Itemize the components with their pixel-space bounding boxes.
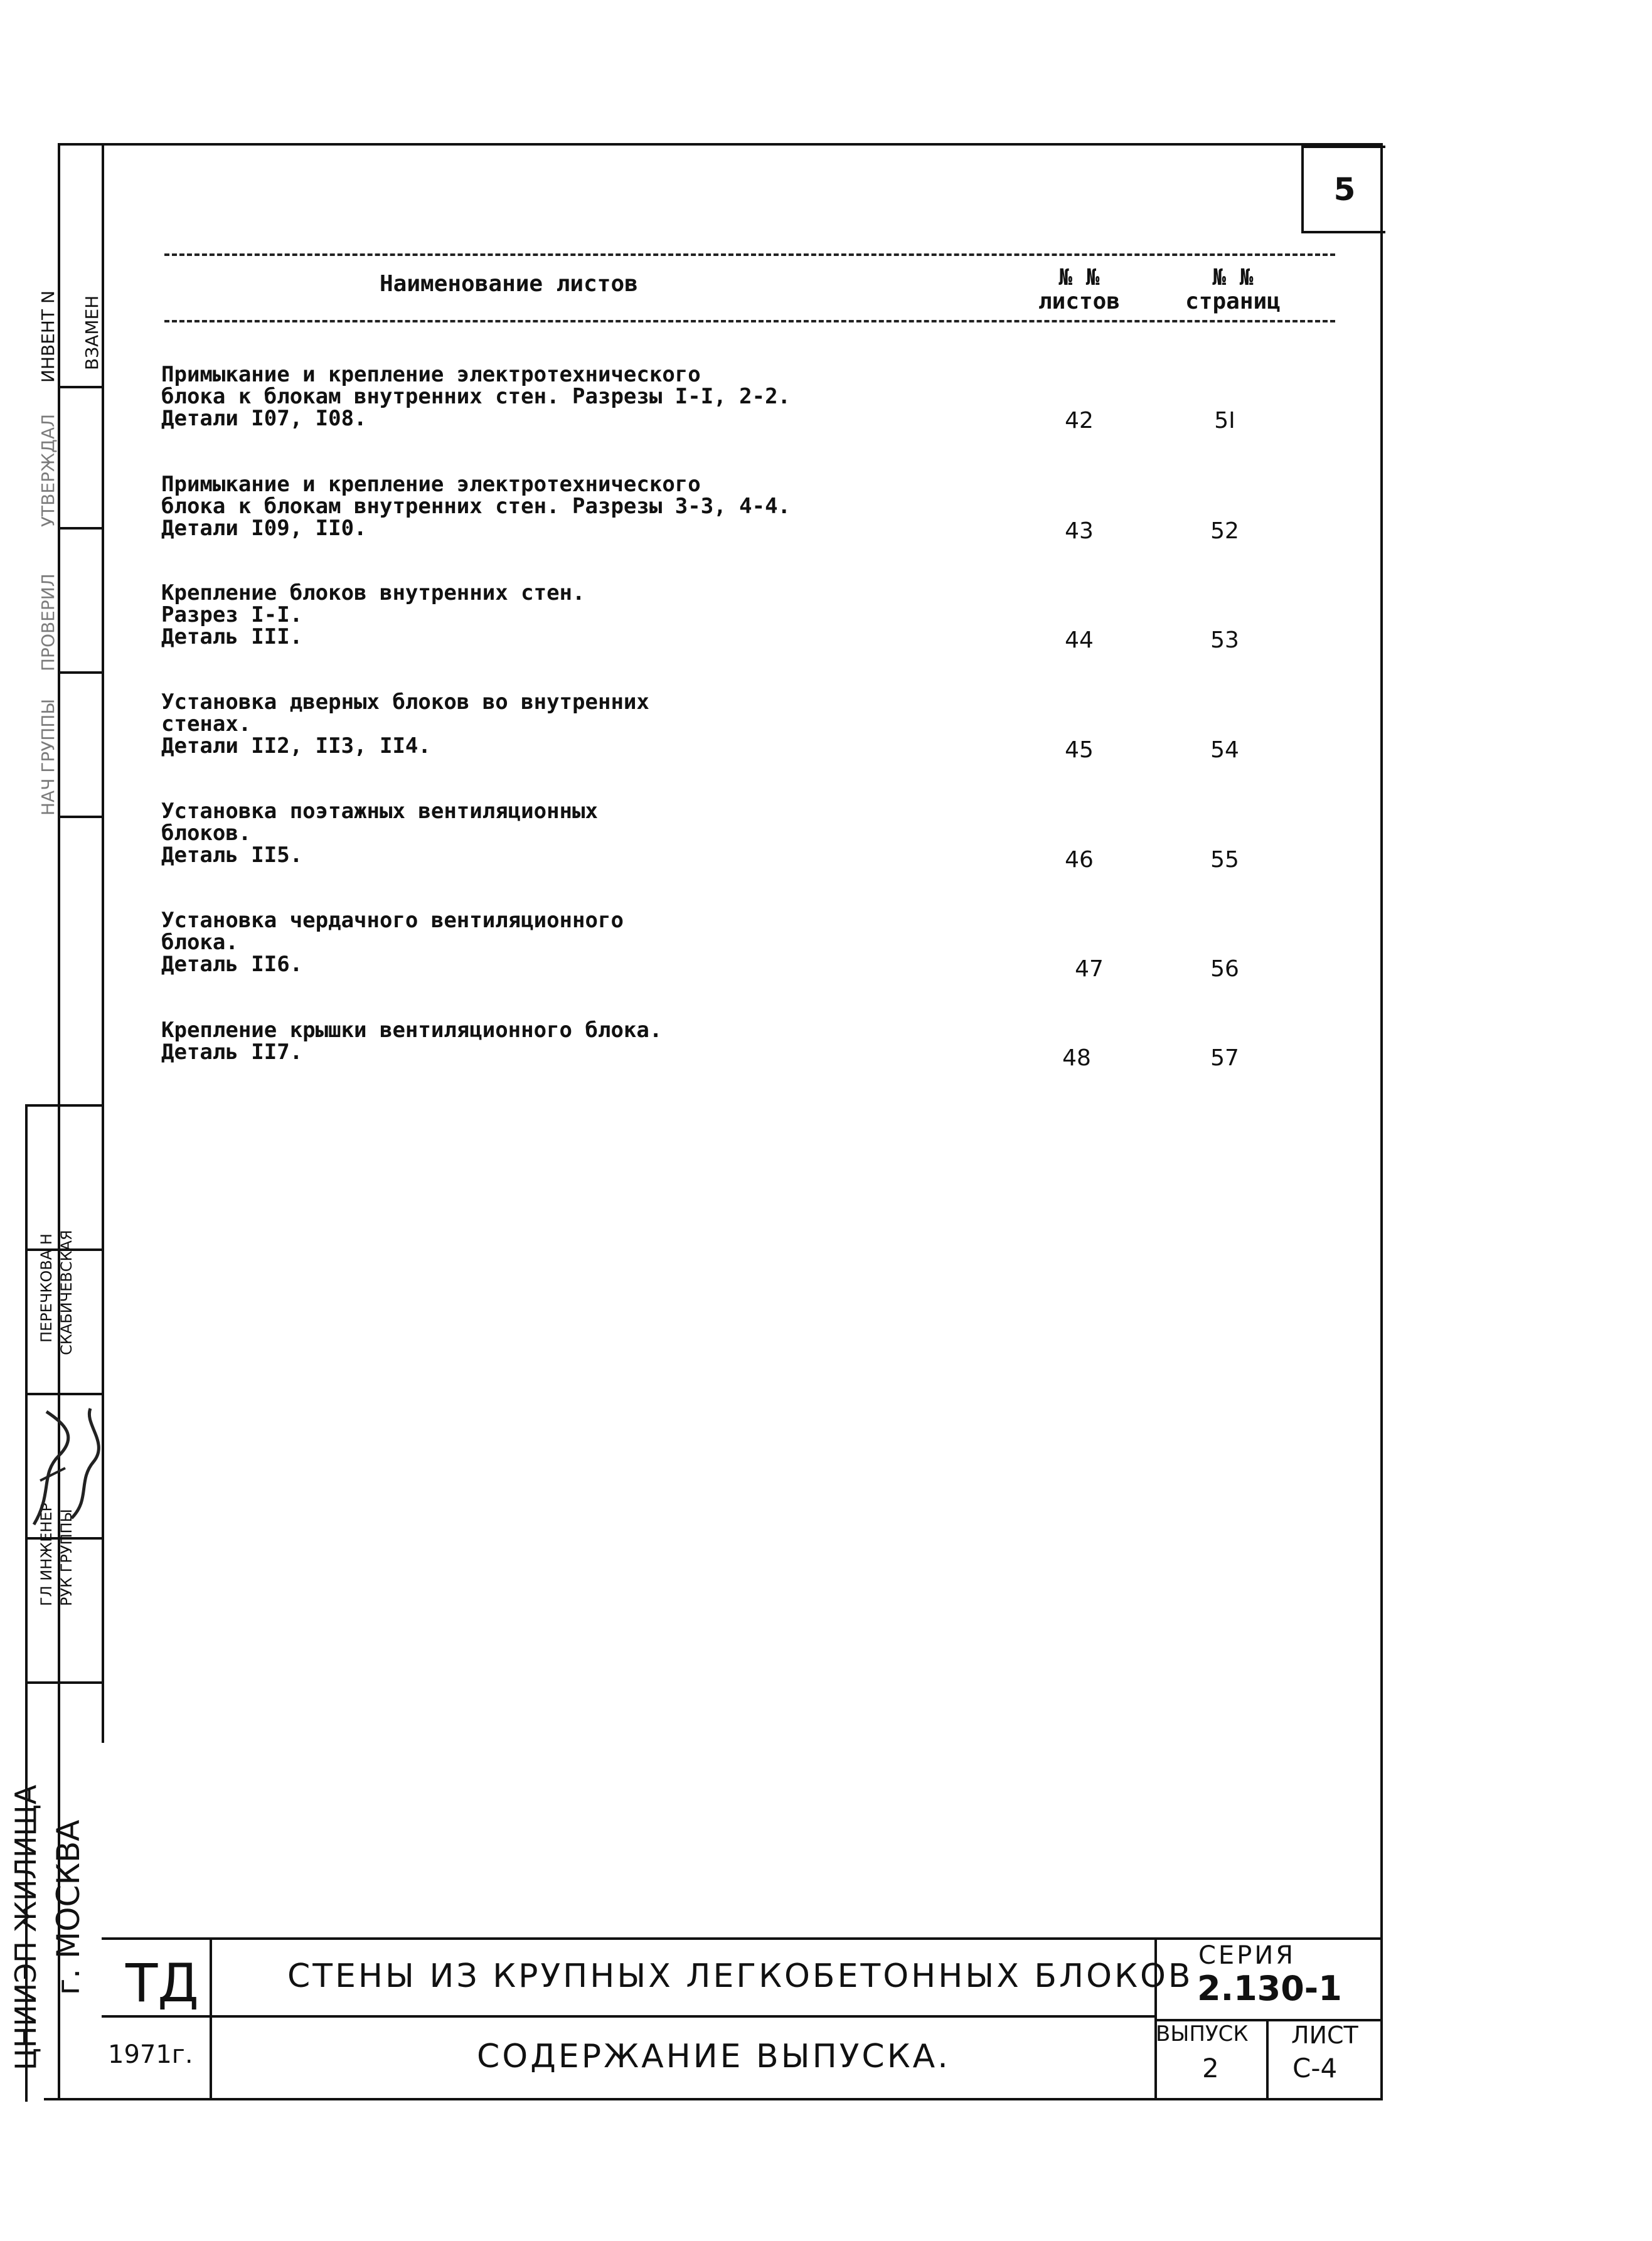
stamp-chief: ГЛ ИНЖЕНЕР <box>38 1502 55 1606</box>
issue-value: 2 <box>1202 2053 1219 2084</box>
entry-sheet: 45 <box>1065 737 1094 763</box>
title-block-year: 1971г. <box>108 2040 193 2069</box>
title-block-subject: СТЕНЫ ИЗ КРУПНЫХ ЛЕГКОБЕТОННЫХ БЛОКОВ <box>287 1957 1193 1995</box>
page-number: 5 <box>1301 146 1385 233</box>
stamp-city: г. МОСКВА <box>50 1819 87 1995</box>
margin-divider <box>58 816 103 818</box>
margin-divider <box>25 1104 103 1107</box>
margin-divider <box>25 1681 103 1684</box>
entry-sheet: 46 <box>1065 847 1094 873</box>
entry-sheet: 43 <box>1065 518 1094 544</box>
series-label: СЕРИЯ <box>1198 1941 1296 1970</box>
series-value: 2.130-1 <box>1197 1969 1342 2008</box>
margin-divider <box>25 1393 103 1395</box>
entry-page: 54 <box>1210 737 1239 763</box>
header-dash-bottom <box>164 320 1335 322</box>
title-block-issue-divider <box>1266 2019 1269 2098</box>
stamp-inventory: ИНВЕНТ N <box>38 290 58 383</box>
sheet-value: С-4 <box>1292 2053 1338 2084</box>
entry-sheet: 48 <box>1062 1045 1091 1071</box>
header-dash-top <box>164 253 1335 256</box>
stamp-group: НАЧ ГРУППЫ <box>38 698 58 816</box>
stamp-vzamen: ВЗАМЕН <box>82 295 102 370</box>
frame-bottom <box>44 2098 1383 2100</box>
entry-page: 55 <box>1210 847 1239 873</box>
frame-left-inner <box>102 143 104 1743</box>
entry-page: 52 <box>1210 518 1239 544</box>
entry-sheet: 47 <box>1075 956 1104 982</box>
entry-sheet: 44 <box>1065 627 1094 653</box>
entry-title: Примыкание и крепление электротехнического блока к блокам внутренних стен. Разрезы I-I, 2-2. Детали I07, I08. <box>161 362 791 431</box>
entry-title: Установка чердачного вентиляционного блока. Деталь II6. <box>161 908 624 977</box>
signature-marks <box>28 1399 102 1531</box>
col-header-pages: № № страниц <box>1185 265 1281 314</box>
title-block-middle <box>102 2015 1156 2018</box>
entry-page: 56 <box>1210 956 1239 982</box>
entry-page: 57 <box>1210 1045 1239 1071</box>
col-header-sheets: № № листов <box>1038 265 1121 314</box>
entry-title: Установка дверных блоков во внутренних стенах. Детали II2, II3, II4. <box>161 689 649 759</box>
title-block-doc-title: СОДЕРЖАНИЕ ВЫПУСКА. <box>477 2038 951 2075</box>
title-block-code-divider <box>210 1937 212 2098</box>
margin-divider <box>58 671 103 674</box>
margin-divider <box>58 527 103 530</box>
entry-title: Установка поэтажных вентиляционных блоков. Деталь II5. <box>161 799 598 868</box>
title-block-code: ТД <box>125 1952 199 2014</box>
entry-sheet: 42 <box>1065 408 1094 434</box>
issue-label: ВЫПУСК <box>1156 2021 1249 2047</box>
stamp-rukgr: РУК ГРУППЫ <box>58 1509 75 1606</box>
frame-top <box>58 143 1383 146</box>
entry-title: Крепление блоков внутренних стен. Разрез I-I. Деталь III. <box>161 580 585 649</box>
entry-title: Крепление крышки вентиляционного блока. Деталь II7. <box>161 1018 663 1065</box>
entry-page: 5I <box>1214 408 1235 434</box>
title-block-top <box>102 1937 1383 1940</box>
col-header-name: Наименование листов <box>380 271 638 297</box>
stamp-approved: УТВЕРЖДАЛ <box>38 413 58 527</box>
entry-title: Примыкание и крепление электротехнического блока к блокам внутренних стен. Разрезы 3-3, 4-4. Детали I09, II0. <box>161 472 791 541</box>
margin-divider <box>58 386 103 388</box>
frame-right <box>1380 143 1383 2100</box>
stamp-surname-1: ПЕРЕЧКОВА Н <box>38 1233 55 1343</box>
stamp-checked: ПРОВЕРИЛ <box>38 573 58 671</box>
stamp-surname-2: СКАБИЧЕВСКАЯ <box>58 1230 75 1355</box>
entry-page: 53 <box>1210 627 1239 653</box>
stamp-organization: ЦНИИЭП ЖИЛИЩА <box>9 1784 43 2070</box>
sheet-label: ЛИСТ <box>1291 2021 1358 2049</box>
